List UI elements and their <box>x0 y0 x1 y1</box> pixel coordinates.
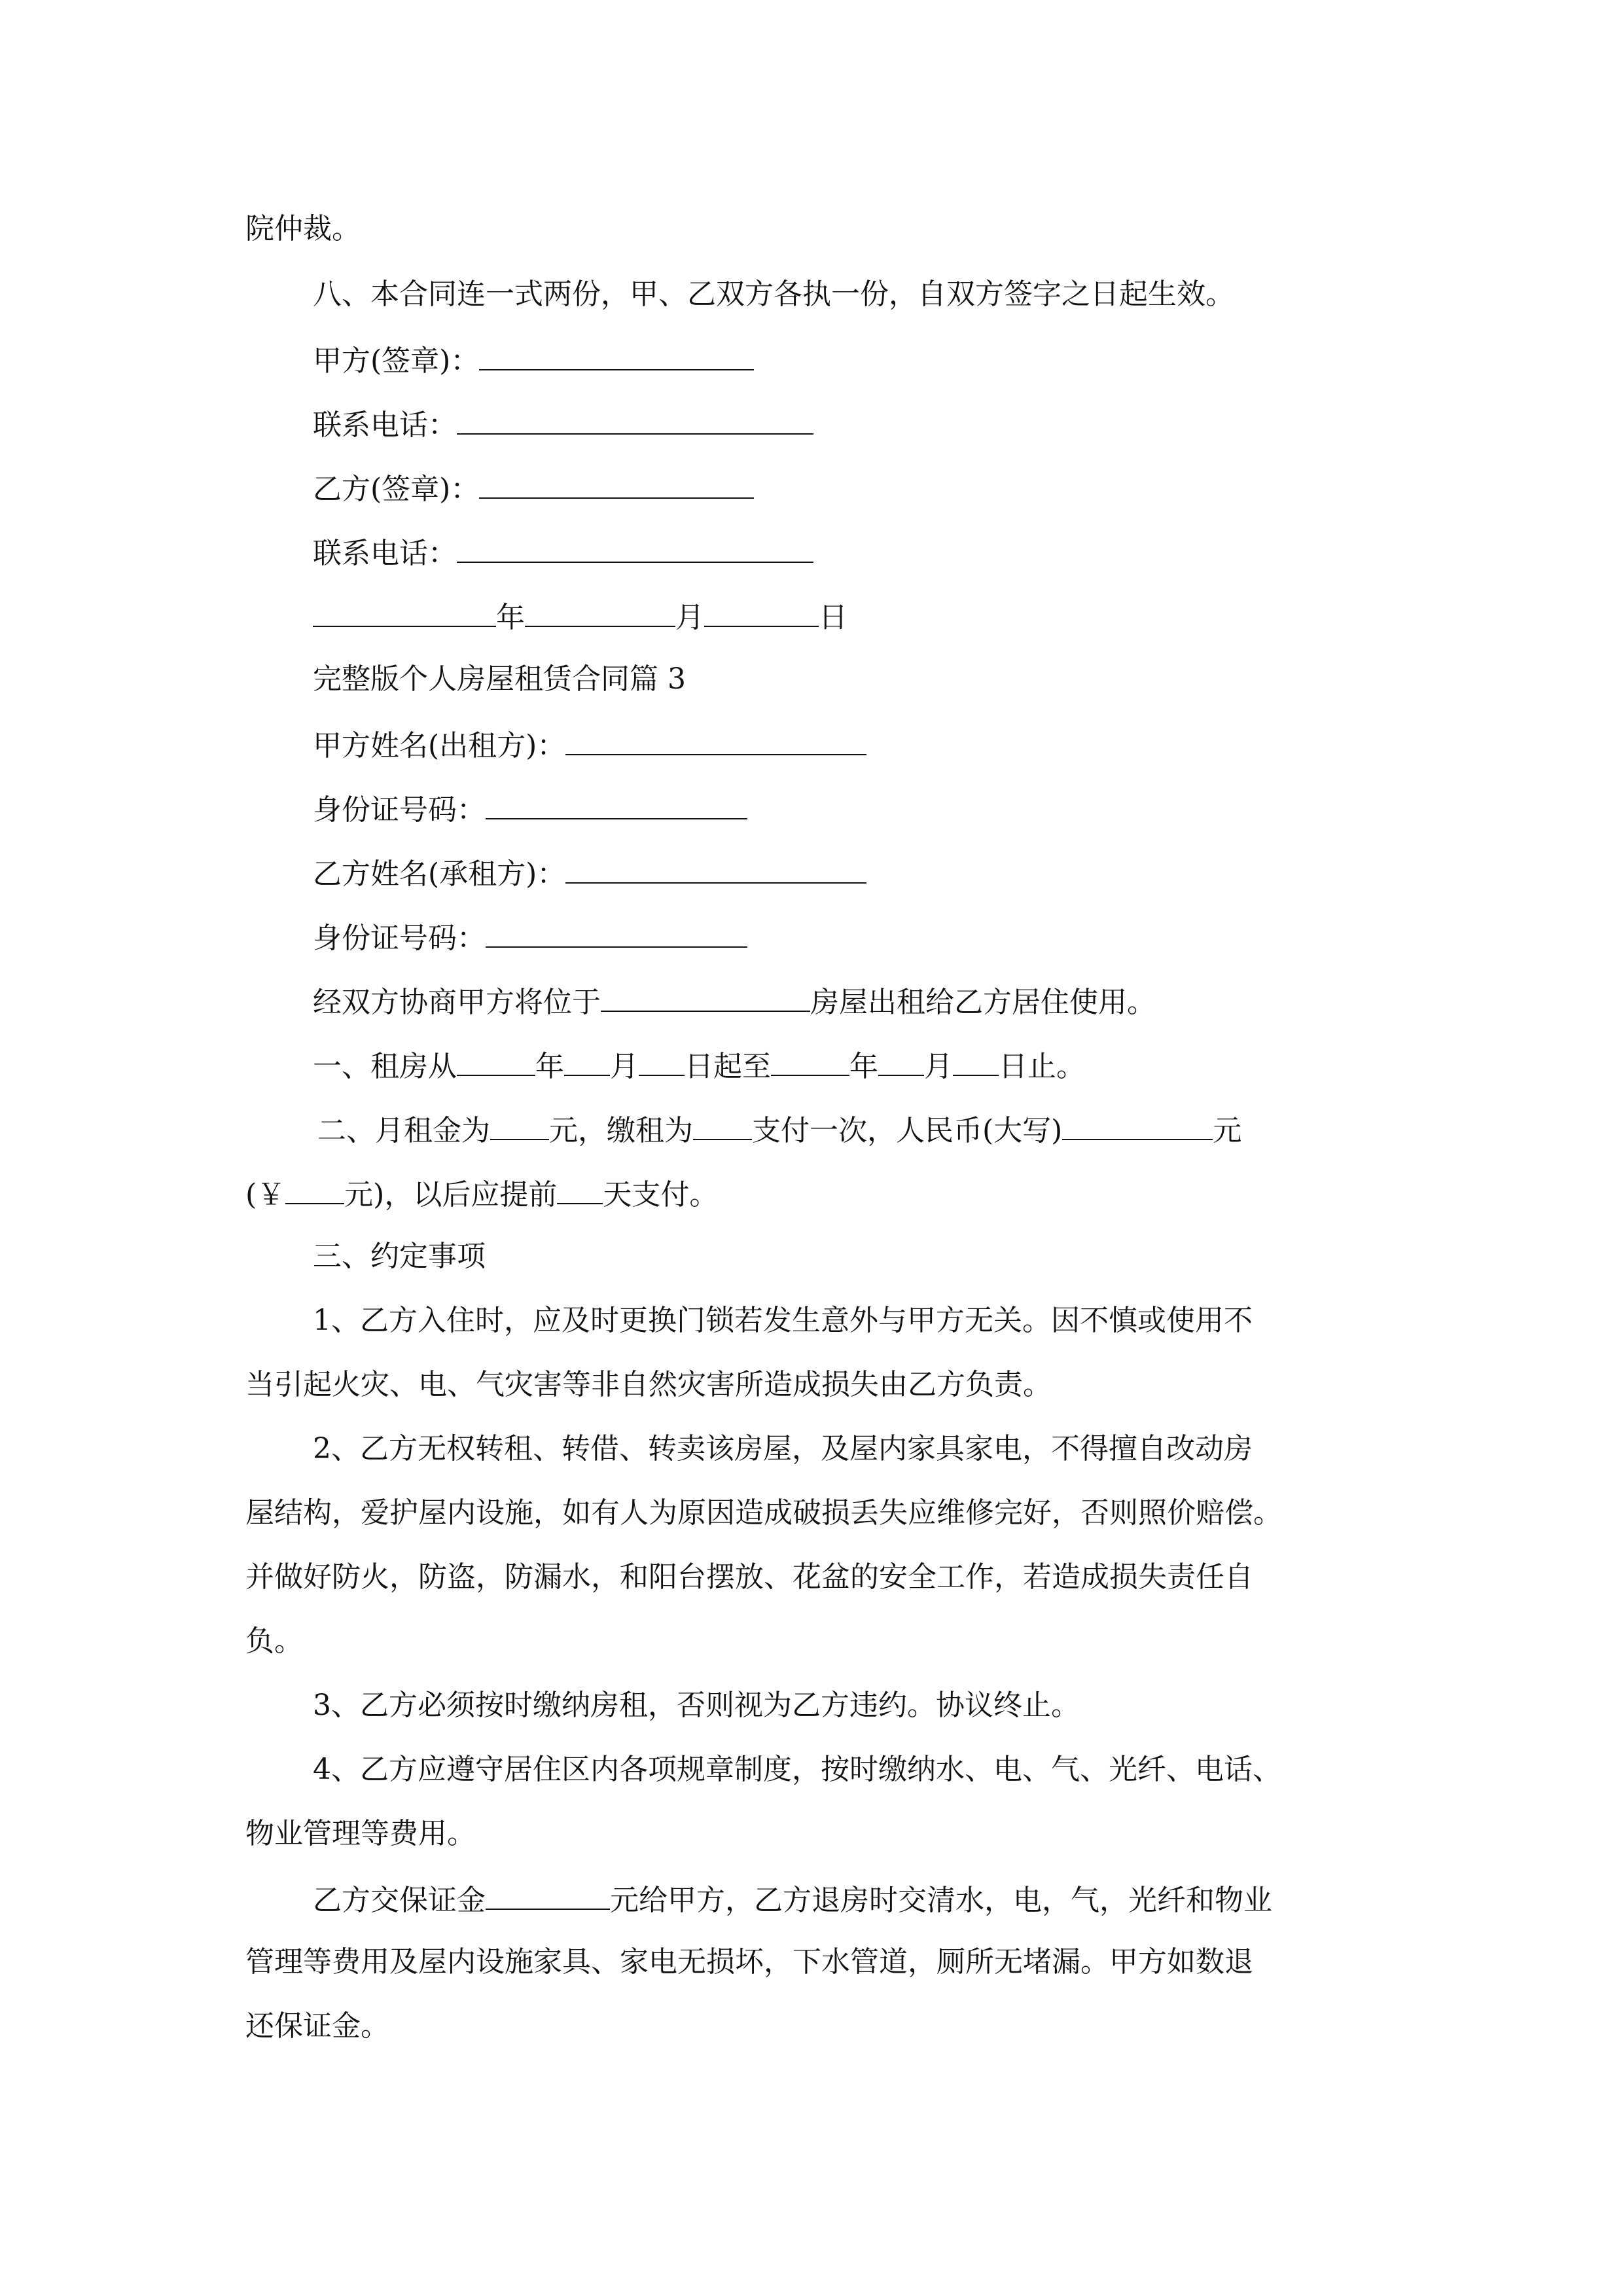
label: 甲方姓名(出租方)： <box>313 729 566 762</box>
blank-line <box>771 1045 849 1076</box>
text: 年 <box>535 1050 564 1083</box>
blank-line <box>601 980 810 1012</box>
text: 元)，以后应提前 <box>344 1178 558 1211</box>
blank-line <box>639 1045 685 1076</box>
signature-party-a <box>313 339 754 381</box>
text: 月 <box>610 1050 639 1083</box>
section-title <box>313 660 686 699</box>
text: 3、乙方必须按时缴纳房租，否则视为乙方违约。协议终止。 <box>313 1689 1080 1722</box>
text-line <box>245 1365 1052 1405</box>
text: 房屋出租给乙方居住使用。 <box>810 986 1156 1019</box>
blank-line <box>313 596 496 627</box>
text: 并做好防火，防盗，防漏水，和阳台摆放、花盆的安全工作，若造成损失责任自 <box>245 1560 1253 1594</box>
contact-phone-a <box>313 403 813 445</box>
text-line <box>313 1301 1253 1340</box>
text-line <box>245 209 361 249</box>
blank-line <box>525 596 675 627</box>
text: 三、约定事项 <box>313 1240 486 1273</box>
blank-line <box>486 788 747 819</box>
monthly-rent <box>317 1109 1241 1151</box>
id-number-b <box>313 916 747 958</box>
blank-line <box>704 596 819 627</box>
text: 1、乙方入住时，应及时更换门锁若发生意外与甲方无关。因不慎或使用不 <box>313 1304 1253 1337</box>
label: 甲方(签章)： <box>313 344 480 378</box>
blank-line <box>565 852 866 884</box>
blank-line <box>1062 1109 1213 1140</box>
text-line <box>313 1750 1281 1789</box>
blank-line <box>486 916 747 948</box>
text-line <box>245 1558 1253 1597</box>
label: 乙方姓名(承租方)： <box>313 857 566 891</box>
text: (￥ <box>245 1178 286 1211</box>
rent-amount-line <box>245 1173 718 1215</box>
label: 联系电话： <box>313 408 457 442</box>
blank-line <box>565 724 866 755</box>
text: 2、乙方无权转租、转借、转卖该房屋，及屋内家具家电，不得擅自改动房 <box>313 1432 1253 1465</box>
text: 元，缴租为 <box>549 1114 693 1147</box>
date-line <box>313 596 847 637</box>
text: 二、月租金为 <box>317 1114 490 1147</box>
blank-line <box>878 1045 924 1076</box>
blank-line <box>457 531 813 563</box>
text: 一、租房从 <box>313 1050 457 1083</box>
section-heading <box>313 1237 486 1276</box>
text: 月 <box>924 1050 953 1083</box>
day-label: 日 <box>819 601 847 634</box>
rental-period <box>313 1045 1085 1086</box>
lessor-name <box>313 724 866 766</box>
text: 日起至 <box>685 1050 771 1083</box>
blank-line <box>285 1173 344 1204</box>
month-label: 月 <box>675 601 704 634</box>
text: 负。 <box>245 1624 303 1658</box>
text: 4、乙方应遵守居住区内各项规章制度，按时缴纳水、电、气、光纤、电话、 <box>313 1753 1281 1786</box>
label: 身份证号码： <box>313 793 486 827</box>
id-number-a <box>313 788 747 830</box>
label: 乙方(签章)： <box>313 473 480 506</box>
text: 物业管理等费用。 <box>245 1817 476 1850</box>
text: 院仲裁。 <box>245 212 361 245</box>
text-line <box>313 275 1234 314</box>
label: 身份证号码： <box>313 922 486 955</box>
text-line <box>245 1943 1253 1982</box>
text: 元给甲方，乙方退房时交清水，电，气，光纤和物业 <box>610 1884 1272 1917</box>
text: 当引起火灾、电、气灾害等非自然灾害所造成损失由乙方负责。 <box>245 1368 1052 1401</box>
text-line <box>313 1429 1253 1469</box>
text: 年 <box>849 1050 878 1083</box>
text: 天支付。 <box>603 1178 719 1211</box>
text-line <box>245 2007 389 2046</box>
text-line <box>245 1814 476 1854</box>
blank-line <box>953 1045 999 1076</box>
deposit-line <box>313 1878 1272 1920</box>
text: 经双方协商甲方将位于 <box>313 986 601 1019</box>
text: 八、本合同连一式两份，甲、乙双方各执一份，自双方签字之日起生效。 <box>313 278 1234 311</box>
blank-line <box>564 1045 610 1076</box>
blank-line <box>693 1109 752 1140</box>
text: 还保证金。 <box>245 2009 389 2043</box>
year-label: 年 <box>496 601 525 634</box>
blank-line <box>479 467 754 499</box>
signature-party-b <box>313 467 754 509</box>
text: 屋结构，爱护屋内设施，如有人为原因造成破损丢失应维修完好，否则照价赔偿。 <box>245 1496 1282 1530</box>
blank-line <box>486 1878 610 1910</box>
label: 联系电话： <box>313 537 457 570</box>
blank-line <box>457 403 813 435</box>
text: 管理等费用及屋内设施家具、家电无损坏，下水管道，厕所无堵漏。甲方如数退 <box>245 1945 1253 1979</box>
blank-line <box>490 1109 549 1140</box>
property-location <box>313 980 1156 1022</box>
contact-phone-b <box>313 531 813 573</box>
blank-line <box>457 1045 535 1076</box>
text: 完整版个人房屋租赁合同篇 3 <box>313 662 686 696</box>
text-line <box>245 1622 303 1661</box>
text-line <box>313 1686 1080 1725</box>
text: 支付一次，人民币(大写) <box>752 1114 1063 1147</box>
blank-line <box>557 1173 603 1204</box>
text: 乙方交保证金 <box>313 1884 486 1917</box>
text: 元 <box>1213 1114 1242 1147</box>
lessee-name <box>313 852 866 894</box>
text-line <box>245 1494 1282 1533</box>
text: 日止。 <box>999 1050 1085 1083</box>
blank-line <box>479 339 754 370</box>
